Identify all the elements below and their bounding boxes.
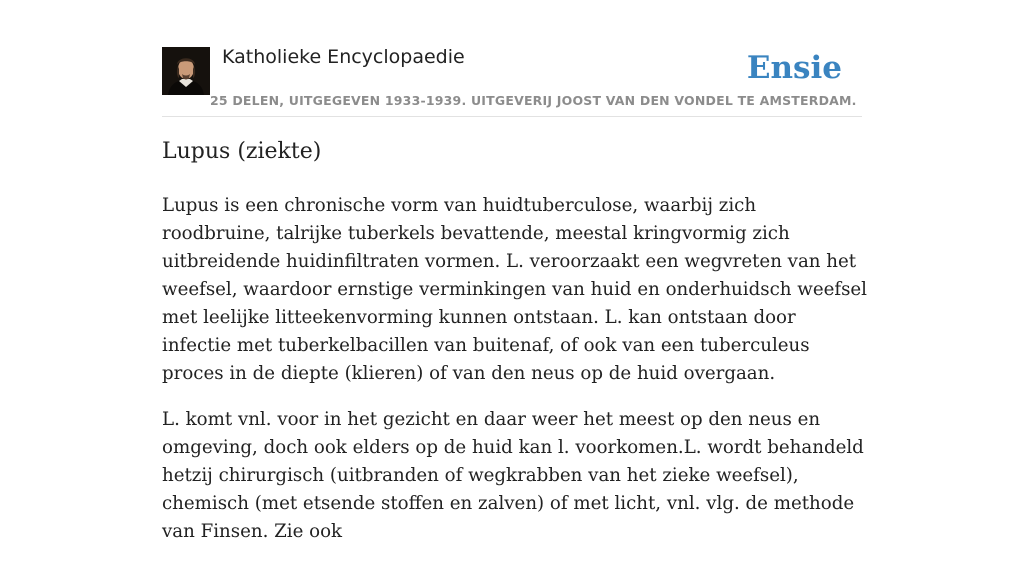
source-title[interactable]: Katholieke Encyclopaedie [222,46,465,68]
source-subtitle: 25 DELEN, UITGEGEVEN 1933-1939. UITGEVERIJ JOOST VAN DEN VONDEL TE AMSTERDAM. [210,93,857,108]
ensie-logo[interactable]: Ensie [746,50,842,86]
article-paragraph: L. komt vnl. voor in het gezicht en daar weer het meest op den neus en omgeving, doch ook elders op de huid kan l. voorkomen.L. wordt behandeld hetzij chirurgisch (uitbranden of wegkrabben van het zieke weefsel), chemisch (met etsende stoffen en zalven) of met licht, vnl. vlg. de methode van Finsen. Zie ook [162,409,864,542]
article-body [162,192,867,564]
article-title: Lupus (ziekte) [162,139,322,164]
article-paragraph: Lupus is een chronische vorm van huidtuberculose, waarbij zich roodbruine, talrijke tuberkels bevattende, meestal kringvormig zich uitbreidende huidinfiltraten vormen. L. veroorzaakt een wegvreten van het weefsel, waardoor ernstige verminkingen van huid en onderhuidsch weefsel met leelijke litteekenvorming kunnen ontstaan. L. kan ontstaan door infectie met tuberkelbacillen van buitenaf, of ook van een tuberculeus proces in de diepte (klieren) of van den neus op de huid overgaan. [162,195,867,384]
portrait-avatar-icon[interactable] [162,47,210,95]
source-header [162,46,862,117]
